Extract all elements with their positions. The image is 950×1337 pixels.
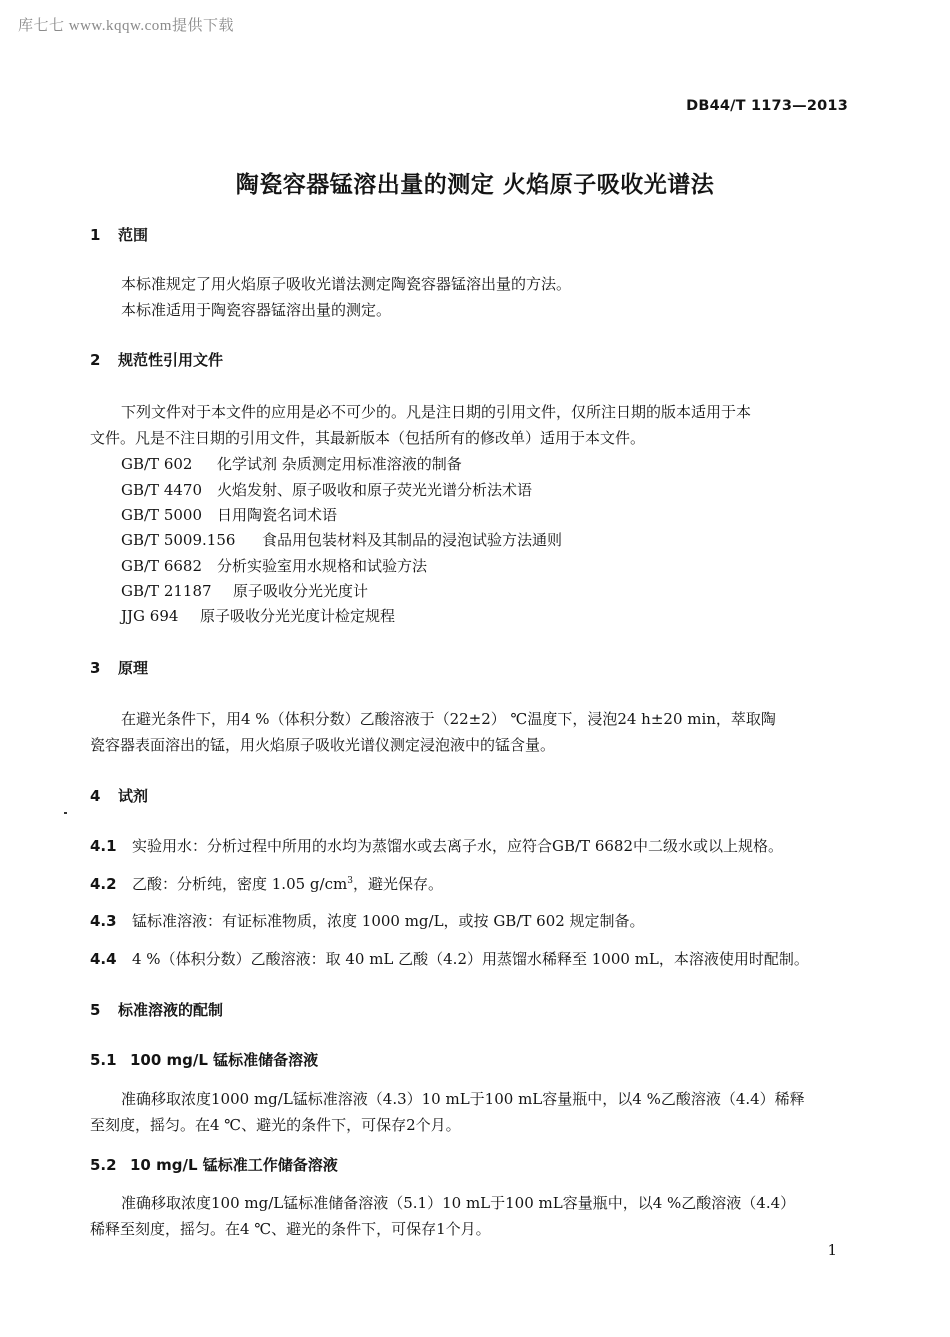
reference-item — [121, 580, 368, 601]
reference-name: 日用陶瓷名词术语 — [217, 506, 338, 524]
reference-code: GB/T 6682 — [121, 557, 203, 575]
reference-code: GB/T 21187 — [121, 582, 212, 600]
reference-name: 火焰发射、原子吸收和原子荧光光谱分析法术语 — [217, 481, 533, 499]
section-heading-reagents — [90, 785, 148, 806]
section-title: 试剂 — [118, 787, 149, 805]
reagent-item — [90, 948, 809, 969]
subsection-heading — [90, 1049, 318, 1070]
subsection-heading — [90, 1154, 338, 1175]
item-number: 4.1 — [90, 837, 117, 855]
section-title: 范围 — [118, 226, 149, 244]
reference-item — [121, 555, 427, 576]
reference-code: GB/T 4470 — [121, 481, 203, 499]
subsection-number: 5.1 — [90, 1051, 117, 1069]
section-heading-principle — [90, 657, 148, 678]
document-title: 陶瓷容器锰溶出量的测定 火焰原子吸收光谱法 — [235, 172, 715, 198]
reference-item — [121, 504, 337, 525]
section-number: 1 — [90, 226, 101, 244]
paragraph: 在避光条件下，用4 %（体积分数）乙酸溶液于（22±2） ℃温度下，浸泡24 h±20 min，萃取陶 — [121, 710, 776, 728]
item-number: 4.3 — [90, 912, 117, 930]
item-text: 实验用水：分析过程中所用的水均为蒸馏水或去离子水，应符合GB/T 6682中二级水或以上规格。 — [132, 837, 784, 855]
paragraph: 本标准适用于陶瓷容器锰溶出量的测定。 — [121, 301, 392, 319]
reference-code: GB/T 602 — [121, 455, 193, 473]
paragraph: 至刻度，摇匀。在4 ℃、避光的条件下，可保存2个月。 — [90, 1116, 461, 1134]
reference-name: 原子吸收分光光度计检定规程 — [200, 607, 396, 625]
section-number: 4 — [90, 787, 101, 805]
reference-item — [121, 529, 562, 550]
paragraph: 准确移取浓度1000 mg/L锰标准溶液（4.3）10 mL于100 mL容量瓶中，以4 %乙酸溶液（4.4）稀释 — [121, 1090, 805, 1108]
reference-name: 化学试剂 杂质测定用标准溶液的制备 — [217, 455, 462, 473]
section-heading-standard-solutions — [90, 999, 223, 1020]
item-text: 乙酸：分析纯，密度 1.05 g/cm — [132, 875, 348, 893]
page-number: 1 — [827, 1241, 837, 1259]
item-number: 4.2 — [90, 875, 117, 893]
reference-item — [121, 479, 532, 500]
reference-item — [121, 605, 395, 626]
paragraph: 本标准规定了用火焰原子吸收光谱法测定陶瓷容器锰溶出量的方法。 — [121, 275, 572, 293]
item-text: 锰标准溶液：有证标准物质，浓度 1000 mg/L，或按 GB/T 602 规定制备。 — [132, 912, 645, 930]
document-code: DB44/T 1173—2013 — [686, 98, 848, 114]
section-number: 2 — [90, 351, 101, 369]
item-text: 4 %（体积分数）乙酸溶液：取 40 mL 乙酸（4.2）用蒸馏水稀释至 1000 mL，本溶液使用时配制。 — [132, 950, 809, 968]
section-number: 3 — [90, 659, 101, 677]
subsection-title: 10 mg/L 锰标准工作储备溶液 — [130, 1156, 338, 1174]
paragraph: 文件。凡是不注日期的引用文件，其最新版本（包括所有的修改单）适用于本文件。 — [90, 429, 646, 447]
watermark: 库七七 www.kqqw.com提供下载 — [18, 18, 234, 34]
paragraph: 下列文件对于本文件的应用是必不可少的。凡是注日期的引用文件，仅所注日期的版本适用于本 — [121, 403, 752, 421]
reagent-item — [90, 910, 645, 931]
reagent-item — [90, 873, 443, 894]
paragraph: 准确移取浓度100 mg/L锰标准储备溶液（5.1）10 mL于100 mL容量瓶中，以4 %乙酸溶液（4.4） — [121, 1194, 796, 1212]
section-heading-normative-references — [90, 349, 223, 370]
paragraph: 稀释至刻度，摇匀。在4 ℃、避光的条件下，可保存1个月。 — [90, 1220, 491, 1238]
section-title: 规范性引用文件 — [118, 351, 224, 369]
subsection-title: 100 mg/L 锰标准储备溶液 — [130, 1051, 319, 1069]
item-number: 4.4 — [90, 950, 117, 968]
paragraph: 瓷容器表面溶出的锰，用火焰原子吸收光谱仪测定浸泡液中的锰含量。 — [90, 736, 556, 754]
reagent-item — [90, 835, 783, 856]
reference-code: GB/T 5009.156 — [121, 531, 236, 549]
section-number: 5 — [90, 1001, 101, 1019]
reference-name: 分析实验室用水规格和试验方法 — [217, 557, 428, 575]
item-text: ，避光保存。 — [352, 875, 443, 893]
item-superscript: 3 — [347, 876, 353, 886]
subsection-number: 5.2 — [90, 1156, 117, 1174]
reference-item — [121, 453, 462, 474]
section-title: 标准溶液的配制 — [118, 1001, 224, 1019]
reference-name: 原子吸收分光光度计 — [233, 582, 369, 600]
section-heading-scope — [90, 224, 148, 245]
reference-code: GB/T 5000 — [121, 506, 203, 524]
section-title: 原理 — [118, 659, 149, 677]
scan-speck — [64, 812, 67, 814]
reference-name: 食品用包装材料及其制品的浸泡试验方法通则 — [262, 531, 563, 549]
reference-code: JJG 694 — [121, 607, 179, 625]
